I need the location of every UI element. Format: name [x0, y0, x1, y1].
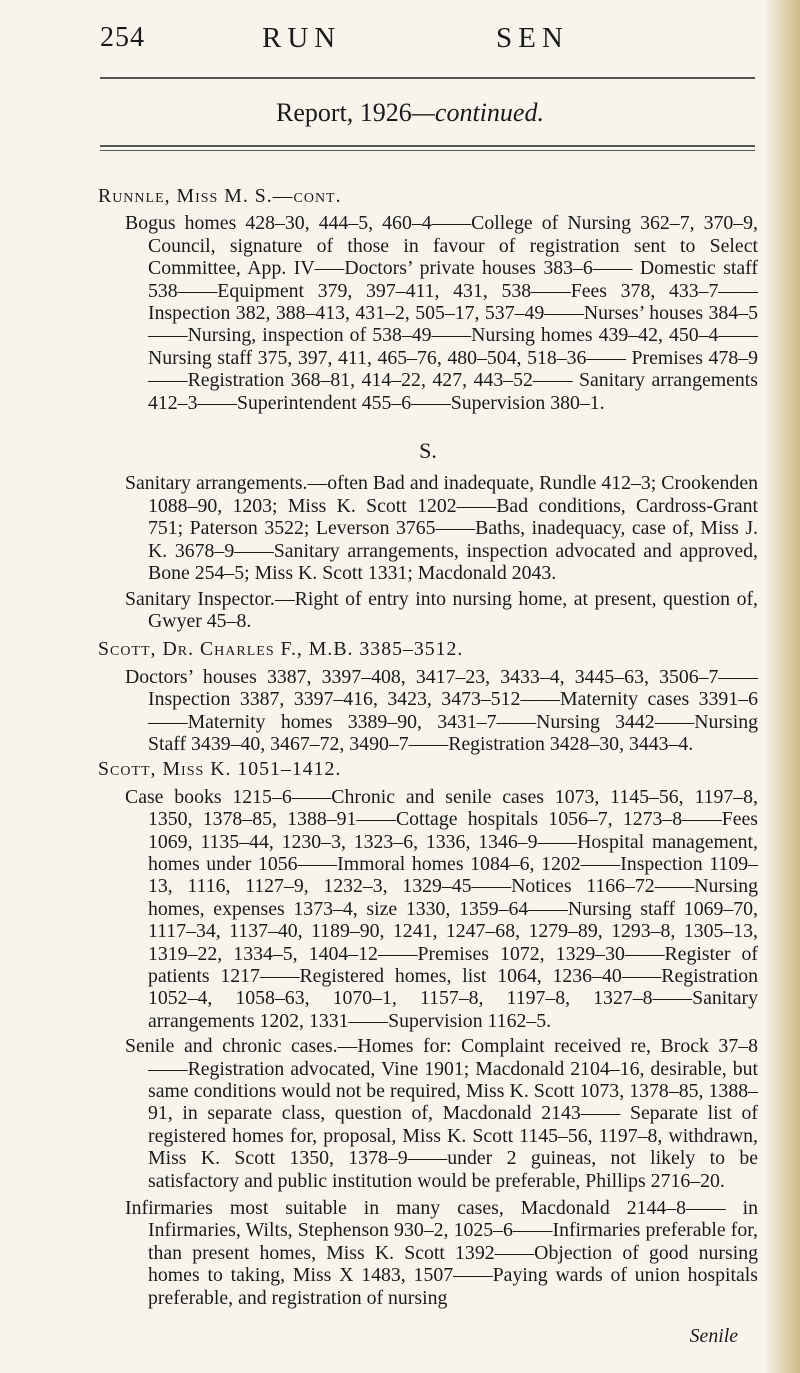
entry-heading-scott-charles: Scott, Dr. Charles F., M.B. 3385–3512. — [98, 638, 464, 661]
section-subtitle — [0, 98, 800, 128]
section-letter: S. — [419, 438, 437, 464]
header-rule — [100, 77, 755, 79]
running-head-right: SEN — [496, 22, 569, 54]
running-head-left: RUN — [262, 22, 342, 54]
page-number: 254 — [100, 22, 145, 53]
entry-heading-scott-k: Scott, Miss K. 1051–1412. — [98, 758, 342, 781]
subtitle-main: Report, 1926 — [276, 98, 412, 127]
index-content — [98, 185, 758, 1348]
entry-scott-charles-body: Doctors’ houses 3387, 3397–408, 3417–23, 3433–4, 3445–63, 3506–7—— Inspection 3387, 3397–416, 3423, 3473–512——Maternity cases 3391–6 ——Maternity homes 3389–90, 3431–7——Nursing 3442——Nursing Staff 3439–40, 3467–72, 3490–7——Registration 3428–30, 3443–4. — [125, 665, 758, 755]
entry-senile-infirmaries: Infirmaries most suitable in many cases, Macdonald 2144–8—— in Infirmaries, Wilts, Stephenson 930–2, 1025–6——Infirmaries preferable for, than present homes, Miss K. Scott 1392——Objection of good nursing homes to taking, Miss X 1483, 1507——Paying wards of union hospitals preferable, and registration of nursing — [125, 1197, 758, 1309]
entry-senile-chronic: Senile and chronic cases.—Homes for: Complaint received re, Brock 37–8 ——Registration advocated, Vine 1901; Macdonald 2104–16, desirable, but same conditions would not be required, Miss K. Scott 1073, 1378–85, 1388–91, in separate class, question of, Macdonald 2143—— Separate list of registered homes for, proposal, Miss K. Scott 1145–56, 1197–8, withdrawn, Miss K. Scott 1350, 1378–9——under 2 guineas, not likely to be satisfactory and public institution would be preferable, Phillips 2716–20. — [125, 1035, 758, 1192]
entry-runnle-body: Bogus homes 428–30, 444–5, 460–4——College of Nursing 362–7, 370–9, Council, signature of those in favour of registration sent to Select Committee, App. IV–––Doctors’ private houses 383–6—— Domestic staff 538——Equipment 379, 397–411, 431, 538——Fees 378, 433–7—— Inspection 382, 388–413, 431–2, 505–17, 537–49——Nurses’ houses 384–5——Nursing, inspection of 538–49——Nursing homes 439–42, 450–4——Nursing staff 375, 397, 411, 465–76, 480–504, 518–36—— Premises 478–9——Registration 368–81, 414–22, 427, 443–52—— Sanitary arrangements 412–3——Superintendent 455–6——Supervision 380–1. — [125, 212, 758, 414]
entry-heading-runnle: Runnle, Miss M. S.—cont. — [98, 185, 342, 207]
entry-scott-k-body: Case books 1215–6——Chronic and senile cases 1073, 1145–56, 1197–8, 1350, 1378–85, 1388–91——Cottage hospitals 1056–7, 1273–8——Fees 1069, 1135–44, 1230–3, 1323–6, 1336, 1346–9——Hospital management, homes under 1056——Immoral homes 1084–6, 1202——Inspection 1109–13, 1116, 1127–9, 1232–3, 1329–45——Notices 1166–72——Nursing homes, expenses 1373–4, size 1330, 1359–64——Nursing staff 1069–70, 1117–34, 1137–40, 1189–90, 1241, 1247–68, 1279–89, 1293–8, 1305–13, 1319–22, 1334–5, 1404–12——Premises 1072, 1329–30——Register of patients 1217——Registered homes, list 1064, 1236–40——Registration 1052–4, 1058–63, 1070–1, 1157–8, 1197–8, 1327–8——Sanitary arrangements 1202, 1331——Supervision 1162–5. — [125, 785, 758, 1032]
subtitle-rule-thin — [100, 150, 755, 151]
entry-sanitary-arrangements: Sanitary arrangements.—often Bad and inadequate, Rundle 412–3; Crookenden 1088–90, 1203; Miss K. Scott 1202——Bad conditions, Cardross-Grant 751; Paterson 3522; Leverson 3765——Baths, inadequacy, case of, Miss J. K. 3678–9——Sanitary arrangements, inspection advocated and approved, Bone 254–5; Miss K. Scott 1331; Macdonald 2043. — [125, 472, 758, 585]
entry-sanitary-inspector: Sanitary Inspector.—Right of entry into nursing home, at present, question of, Gwyer 45–8. — [125, 587, 758, 632]
page-edge-shadow — [764, 0, 800, 1373]
running-head — [0, 22, 760, 62]
subtitle-rule-thick — [100, 145, 755, 147]
catchword: Senile — [689, 1325, 738, 1348]
subtitle-continued: —continued. — [411, 98, 544, 127]
